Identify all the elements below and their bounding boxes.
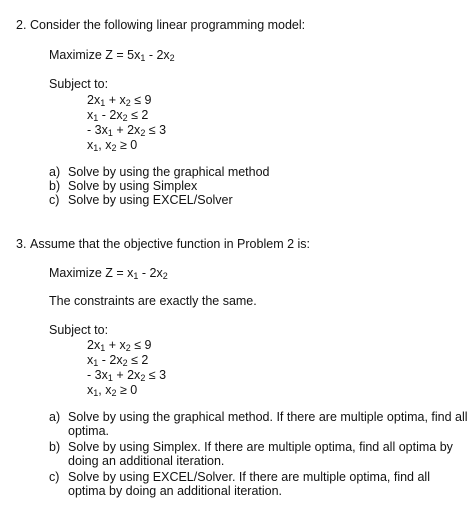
c-text: + 2x <box>112 123 141 137</box>
c-text: - 2x <box>98 108 123 122</box>
c-text: ≥ 0 <box>116 383 138 397</box>
obj-sub: 1 <box>133 271 139 281</box>
c-text: ≤ 3 <box>145 368 167 382</box>
c-text: ≤ 9 <box>130 338 152 352</box>
problem-2-part-label: b) <box>49 179 61 193</box>
c-text: - 3x <box>87 123 108 137</box>
obj-sub: 2 <box>169 53 175 63</box>
c-sub: 2 <box>140 373 146 383</box>
problem-3-heading: Assume that the objective function in Problem 2 is: <box>30 237 311 251</box>
problem-3-same-note: The constraints are exactly the same. <box>49 294 257 308</box>
c-text: x <box>87 108 94 122</box>
c-sub: 2 <box>125 343 131 353</box>
c-sub: 2 <box>125 98 131 108</box>
problem-3-part-text: optima by doing an additional iteration. <box>68 484 283 498</box>
c-sub: 1 <box>93 358 99 368</box>
c-sub: 2 <box>111 388 117 398</box>
c-sub: 2 <box>140 128 146 138</box>
c-sub: 2 <box>111 143 117 153</box>
obj-sub: 2 <box>162 271 168 281</box>
problem-3-part-text: doing an additional iteration. <box>68 454 225 468</box>
problem-3-part-label: c) <box>49 470 60 484</box>
c-sub: 1 <box>100 98 106 108</box>
c-text: - 2x <box>98 353 123 367</box>
problem-2-part-text: Solve by using Simplex <box>68 179 198 193</box>
problem-3-part-text: Solve by using EXCEL/Solver. If there are multiple optima, find all <box>68 470 430 484</box>
problem-3-part-label: a) <box>49 410 61 424</box>
c-sub: 2 <box>122 358 128 368</box>
problem-3-part-label: b) <box>49 440 61 454</box>
problem-3-constraint <box>87 353 148 368</box>
obj-text: - 2x <box>138 266 163 280</box>
problem-3-part-text: Solve by using Simplex. If there are multiple optima, find all optima by <box>68 440 453 454</box>
problem-2-part-text: Solve by using EXCEL/Solver <box>68 193 233 207</box>
c-sub: 1 <box>107 373 113 383</box>
problem-3-number: 3. <box>16 237 27 251</box>
c-text: , x <box>98 138 112 152</box>
problem-3-subject-to: Subject to: <box>49 323 109 337</box>
obj-text: Maximize Z = 5x <box>49 48 141 62</box>
c-text: + 2x <box>112 368 141 382</box>
c-text: , x <box>98 383 112 397</box>
problem-3-part-text: Solve by using the graphical method. If there are multiple optima, find all <box>68 410 468 424</box>
c-text: 2x <box>87 93 101 107</box>
problem-3-objective <box>49 266 168 281</box>
obj-text: - 2x <box>145 48 170 62</box>
problem-3-part-text: optima. <box>68 424 109 438</box>
c-text: ≤ 3 <box>145 123 167 137</box>
problem-2-objective <box>49 48 175 63</box>
problem-3-constraint <box>87 383 137 398</box>
problem-2-constraint <box>87 93 152 108</box>
c-text: + x <box>105 338 126 352</box>
problem-2-part-label: c) <box>49 193 60 207</box>
obj-text: Maximize Z = x <box>49 266 134 280</box>
c-sub: 1 <box>107 128 113 138</box>
c-text: x <box>87 353 94 367</box>
c-text: 2x <box>87 338 101 352</box>
c-text: + x <box>105 93 126 107</box>
obj-sub: 1 <box>140 53 146 63</box>
c-text: ≤ 2 <box>127 353 149 367</box>
c-text: ≤ 9 <box>130 93 152 107</box>
c-sub: 1 <box>93 143 99 153</box>
c-text: ≥ 0 <box>116 138 138 152</box>
problem-2-part-label: a) <box>49 165 61 179</box>
c-text: ≤ 2 <box>127 108 149 122</box>
c-text: x <box>87 138 94 152</box>
c-sub: 1 <box>100 343 106 353</box>
problem-3-constraint <box>87 338 152 353</box>
problem-3-constraint <box>87 368 166 383</box>
problem-2-constraint <box>87 108 148 123</box>
c-sub: 2 <box>122 113 128 123</box>
c-text: - 3x <box>87 368 108 382</box>
problem-2-part-text: Solve by using the graphical method <box>68 165 270 179</box>
c-sub: 1 <box>93 388 99 398</box>
problem-2-number: 2. <box>16 18 27 32</box>
problem-2-constraint <box>87 138 137 153</box>
problem-2-heading: Consider the following linear programming model: <box>30 18 306 32</box>
c-text: x <box>87 383 94 397</box>
problem-2-constraint <box>87 123 166 138</box>
c-sub: 1 <box>93 113 99 123</box>
problem-2-subject-to: Subject to: <box>49 77 109 91</box>
